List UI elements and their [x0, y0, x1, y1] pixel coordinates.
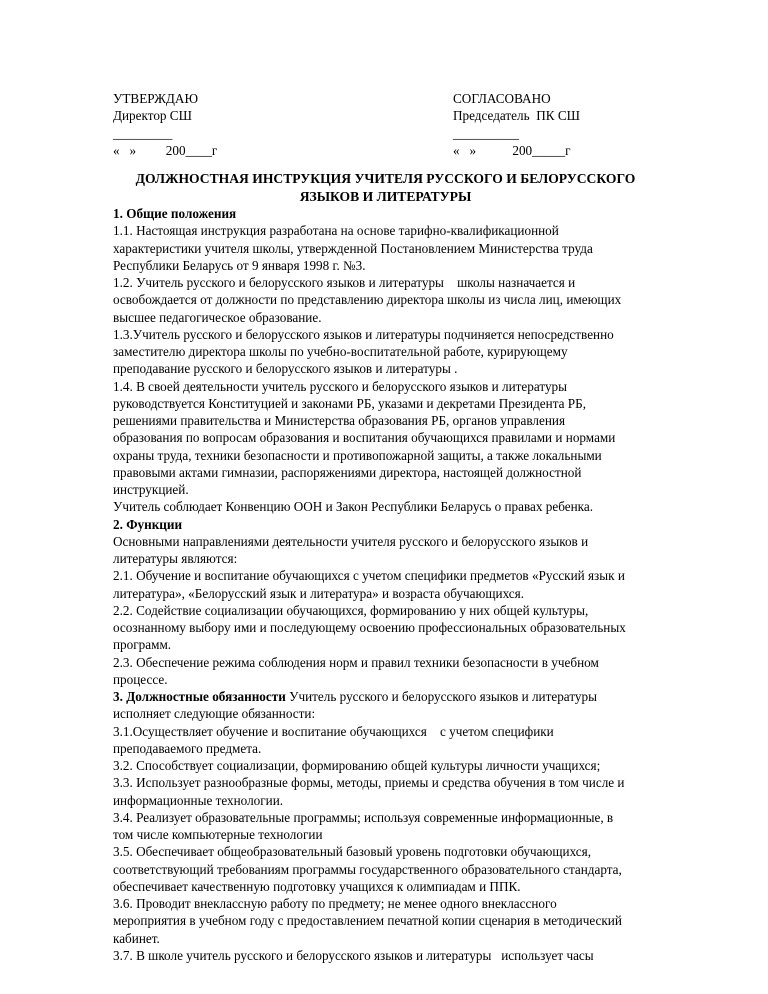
text-line: литература», «Белорусский язык и литература» и возраста обучающихся. — [113, 585, 525, 601]
approval-header — [113, 90, 658, 159]
agreer-date-line: « » 200_____г — [453, 142, 571, 158]
section-heading-duties: 3. Должностные обязанности — [113, 689, 286, 704]
document-title — [113, 170, 658, 205]
approver-position: Директор СШ — [113, 108, 192, 124]
text-line: высшее педагогическое образование. — [113, 309, 322, 325]
agree-title: СОГЛАСОВАНО — [453, 91, 551, 106]
text-line: 3.3. Использует разнообразные формы, методы, приемы и средства обучения в том числе и — [113, 775, 625, 791]
text-line: 3.2. Способствует социализации, формированию общей культуры личности учащихся; — [113, 758, 601, 773]
text-line: процессе. — [113, 671, 168, 687]
approver-signature-line: _________ — [113, 125, 173, 141]
text-line: 3.4. Реализует образовательные программы; используя современные информационные, в — [113, 809, 614, 825]
text-line: кабинет. — [113, 930, 160, 946]
text-line: осознанному выбору ими и последующему освоению профессиональных образовательных — [113, 620, 626, 635]
document-title-line-2: ЯЗЫКОВ И ЛИТЕРАТУРЫ — [299, 188, 472, 204]
text-line: преподавание русского и белорусского языков и литературы . — [113, 361, 458, 377]
text-line: решениями правительства и Министерства образования РБ, органов управления — [113, 413, 566, 428]
text-line: 3.6. Проводит внеклассную работу по предмету; не менее одного внеклассного — [113, 896, 557, 911]
text-line: 1.4. В своей деятельности учитель русского и белорусского языков и литературы — [113, 378, 568, 394]
text-line: охраны труда, техники безопасности и противопожарной защиты, а также локальными — [113, 447, 602, 463]
text-line: Республики Беларусь от 9 января 1998 г. №3. — [113, 257, 366, 273]
text-line: том числе компьютерные технологии — [113, 827, 323, 842]
text-line: 3.5. Обеспечивает общеобразовательный базовый уровень подготовки обучающихся, — [113, 844, 592, 860]
text-line: характеристики учителя школы, утвержденной Постановлением Министерства труда — [113, 240, 593, 256]
text-line: заместителю директора школы по учебно-воспитательной работе, курирующему — [113, 344, 568, 359]
section-heading-general: 1. Общие положения — [113, 206, 237, 221]
text-line: руководствуется Конституцией и законами РБ, указами и декретами Президента РБ, — [113, 395, 586, 411]
text-line: Основными направлениями деятельности учителя русского и белорусского языков и — [113, 533, 589, 549]
text-line: 3.1.Осуществляет обучение и воспитание обучающихся с учетом специфики — [113, 723, 554, 739]
approval-block-right — [453, 90, 658, 159]
text-line: мероприятия в учебном году с предоставлением печатной копии сценария в методический — [113, 913, 622, 929]
text-line: информационные технологии. — [113, 792, 284, 808]
text-line: инструкцией. — [113, 482, 189, 497]
text-line: Учитель русского и белорусского языков и литературы — [285, 689, 597, 704]
text-line: литературы являются: — [113, 551, 238, 566]
agreer-position: Председатель ПК СШ — [453, 108, 580, 124]
document-page — [113, 90, 658, 964]
text-line: 3.7. В школе учитель русского и белорусского языков и литературы использует часы — [113, 947, 594, 963]
text-line: 2.1. Обучение и воспитание обучающихся с учетом специфики предметов «Русский язык и — [113, 568, 625, 584]
section-duties-first-line — [113, 688, 658, 705]
approval-block-left — [113, 90, 313, 159]
text-line: правовыми актами гимназии, распоряжениями директора, настоящей должностной — [113, 464, 582, 480]
text-line: 1.3.Учитель русского и белорусского языков и литературы подчиняется непосредственно — [113, 326, 614, 342]
text-line: соответствующий требованиям программы государственного образовательного стандарта, — [113, 861, 622, 877]
text-line: программ. — [113, 637, 172, 653]
approve-title: УТВЕРЖДАЮ — [113, 91, 199, 106]
document-title-line-1: ДОЛЖНОСТНАЯ ИНСТРУКЦИЯ УЧИТЕЛЯ РУССКОГО И БЕЛОРУССКОГО — [135, 171, 636, 186]
text-line: исполняет следующие обязанности: — [113, 706, 316, 722]
text-line: освобождается от должности по представлению директора школы из числа лиц, имеющих — [113, 292, 622, 308]
text-line: образования по вопросам образования и воспитания обучающихся правилами и нормами — [113, 430, 616, 446]
text-line: 2.3. Обеспечение режима соблюдения норм и правил техники безопасности в учебном — [113, 654, 599, 670]
agreer-signature-line: __________ — [453, 125, 519, 141]
text-line: обеспечивает качественную подготовку учащихся к олимпиадам и ППК. — [113, 878, 521, 894]
section-heading-functions: 2. Функции — [113, 516, 183, 532]
document-body — [113, 205, 658, 964]
text-line: 2.2. Содействие социализации обучающихся, формированию у них общей культуры, — [113, 602, 589, 618]
text-line: 1.2. Учитель русского и белорусского языков и литературы школы назначается и — [113, 275, 576, 290]
text-line: Учитель соблюдает Конвенцию ООН и Закон Республики Беларусь о правах ребенка. — [113, 499, 594, 515]
text-line: преподаваемого предмета. — [113, 740, 262, 756]
approver-date-line: « » 200____г — [113, 142, 218, 158]
text-line: 1.1. Настоящая инструкция разработана на основе тарифно-квалификационной — [113, 223, 559, 239]
